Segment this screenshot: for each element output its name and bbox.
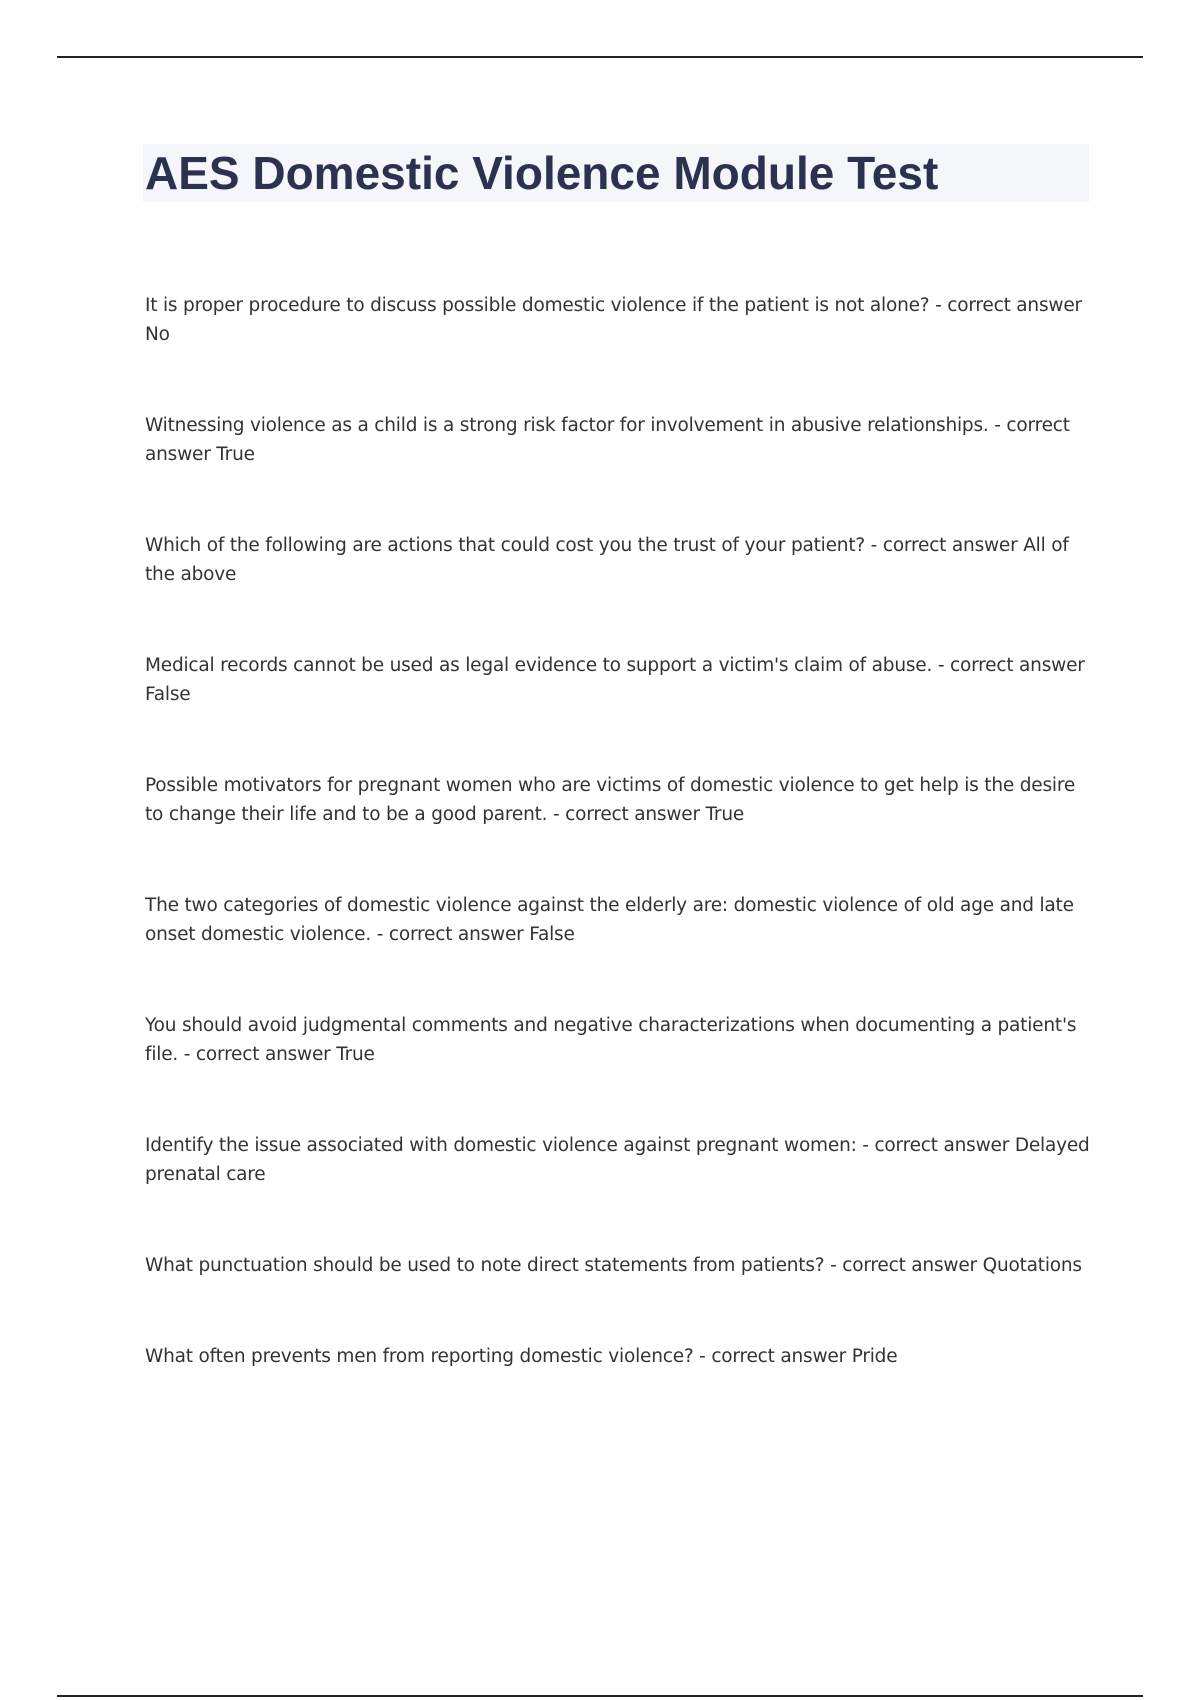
qa-item-9: What punctuation should be used to note direct statements from patients? - correct answer Quotations [145, 1255, 1082, 1276]
page-title: AES Domestic Violence Module Test [145, 147, 939, 199]
qa-item-2: Witnessing violence as a child is a strong risk factor for involvement in abusive relationships. - correct answer True [145, 415, 1070, 465]
bottom-rule [57, 1695, 1143, 1697]
qa-item-6: The two categories of domestic violence against the elderly are: domestic violence of old age and late onset domestic violence. - correct answer False [145, 895, 1074, 945]
qa-item-3: Which of the following are actions that could cost you the trust of your patient? - correct answer All of the above [145, 535, 1069, 585]
qa-item-7: You should avoid judgmental comments and negative characterizations when documenting a patient's file. - correct answer True [145, 1015, 1077, 1065]
qa-item-10: What often prevents men from reporting domestic violence? - correct answer Pride [145, 1346, 898, 1367]
qa-item-1: It is proper procedure to discuss possible domestic violence if the patient is not alone? - correct answer No [145, 295, 1082, 345]
qa-item-4: Medical records cannot be used as legal evidence to support a victim's claim of abuse. - correct answer False [145, 655, 1085, 705]
qa-item-8: Identify the issue associated with domestic violence against pregnant women: - correct answer Delayed prenatal care [145, 1135, 1090, 1185]
qa-item-5: Possible motivators for pregnant women who are victims of domestic violence to get help is the desire to change their life and to be a good parent. - correct answer True [145, 775, 1076, 825]
top-rule [57, 56, 1143, 58]
